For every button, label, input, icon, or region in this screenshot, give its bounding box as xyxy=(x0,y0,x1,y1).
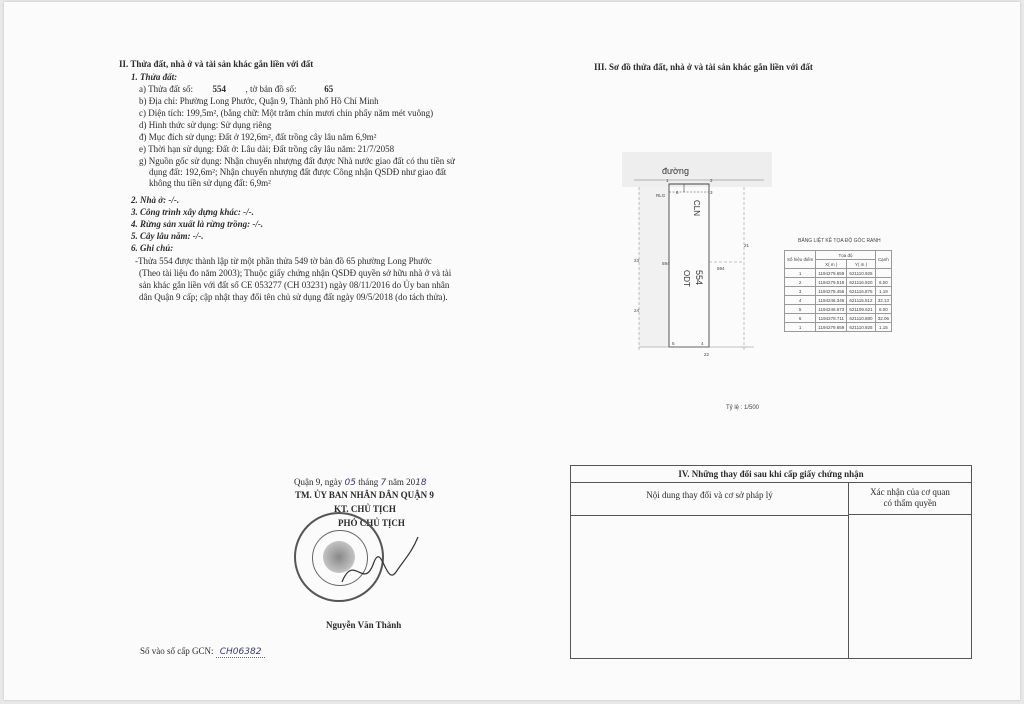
map-sheet-number: 65 xyxy=(324,84,334,94)
note-line-1: -Thửa 554 được thành lập từ một phần thửa 549 tờ bản đồ 65 phường Long Phước xyxy=(135,256,432,266)
usage-purpose-line: đ) Mục đích sử dụng: Đất ở 192,6m², đất trồng cây lâu năm 6,9m² xyxy=(139,132,377,142)
forest-heading: 4. Rừng sản xuất là rừng trồng: -/-. xyxy=(131,219,264,229)
registry-number-value: CH06382 xyxy=(216,647,266,658)
table-row: 6 1194278.711 621110.880 32.06 xyxy=(785,314,892,323)
neighbor-label-24: 24 xyxy=(634,308,640,313)
rlg-label: RLG xyxy=(656,193,666,198)
changes-table xyxy=(570,465,972,659)
note-line-4: dân Quận 9 cấp; cập nhật thay đổi tên chủ sử dụng đất ngày 09/5/2018 (do tách thửa). xyxy=(139,292,448,302)
plot-diagram xyxy=(604,142,784,372)
plot-number: 554 xyxy=(212,84,226,94)
parcel-number-label: 554 xyxy=(694,270,704,286)
neighbor-label-23: 23 xyxy=(634,258,640,263)
cln-label: CLN xyxy=(692,200,701,217)
usage-form-line: d) Hình thức sử dụng: Sử dụng riêng xyxy=(139,120,272,130)
parcel-odt-label: ODT xyxy=(682,270,691,287)
neighbor-area-left xyxy=(639,187,669,347)
registry-number: Số vào sổ cấp GCN: CH06382 xyxy=(140,646,265,658)
signature-icon xyxy=(334,532,424,602)
changes-col-confirm: Xác nhận của cơ quan có thẩm quyền xyxy=(849,483,971,515)
issue-day: 05 xyxy=(344,478,356,488)
issue-month: 7 xyxy=(380,478,387,488)
road-label: đường xyxy=(662,166,689,176)
authority-title: TM. ỦY BAN NHÂN DÂN QUẬN 9 xyxy=(295,490,434,500)
land-plot-heading: 1. Thửa đất: xyxy=(131,72,178,82)
table-row: 1 1194279.659 621110.925 xyxy=(785,269,892,278)
parcel-outline xyxy=(669,184,709,347)
neighbor-label-594-right: 594 xyxy=(717,266,725,271)
note-line-3: sản khác gắn liền với đất số CE 053277 (CH 03231) ngày 08/11/2016 do Ủy ban nhân xyxy=(139,280,450,290)
point-label-3: 3 xyxy=(710,190,713,195)
section-iii-title: III. Sơ đồ thửa đất, nhà ở và tài sản khác gắn liền với đất xyxy=(594,62,813,72)
vice-chairman: PHÓ CHỦ TỊCH xyxy=(338,518,405,528)
address-line: b) Địa chỉ: Phường Long Phước, Quận 9, Thành phố Hồ Chí Minh xyxy=(139,96,379,106)
header-x: X( m ) xyxy=(816,260,847,269)
point-label-4: 4 xyxy=(701,341,704,346)
issue-year: 18 xyxy=(415,478,427,488)
certificate-page xyxy=(4,2,1020,700)
point-label-6: 6 xyxy=(676,190,679,195)
origin-line-2: dụng đất: 192,6m²; Nhận chuyển nhượng đất được Công nhận QSDĐ như giao đất xyxy=(149,167,447,177)
changes-col-content: Nội dung thay đổi và cơ sở pháp lý xyxy=(571,483,849,516)
notes-heading: 6. Ghi chú: xyxy=(131,243,174,253)
note-line-2: (Theo tài liệu đo năm 2003); Thuộc giấy chứng nhận QSDĐ quyền sở hữu nhà ở và tài xyxy=(139,268,452,278)
origin-line-1: g) Nguồn gốc sử dụng: Nhận chuyển nhượng đất được Nhà nước giao đất có thu tiền sử xyxy=(139,156,455,166)
header-edge: Cạnh xyxy=(875,251,891,269)
header-point: Số hiệu điểm xyxy=(785,251,816,269)
perennial-heading: 5. Cây lâu năm: -/-. xyxy=(131,231,204,241)
origin-line-3: không thu tiền sử dụng đất: 6,9m² xyxy=(149,178,271,188)
signer-name: Nguyễn Văn Thành xyxy=(326,620,402,630)
table-row: 4 1194246.346 621115.512 32.13 xyxy=(785,296,892,305)
road-area xyxy=(622,152,772,187)
area-line: c) Diện tích: 199,5m², (bằng chữ: Một trăm chín mươi chín phẩy năm mét vuông) xyxy=(139,108,434,118)
coord-table-header xyxy=(785,251,892,260)
header-coord: Tọa độ xyxy=(816,251,875,260)
neighbor-label-21: 21 xyxy=(744,243,750,248)
issue-date: Quận 9, ngày 05 tháng 7 năm 2018 xyxy=(294,477,427,488)
construction-heading: 3. Công trình xây dựng khác: -/-. xyxy=(131,207,254,217)
section-ii-title: II. Thửa đất, nhà ở và tài sản khác gắn liền với đất xyxy=(119,59,314,69)
table-row: 1 1194279.659 621110.925 1.15 xyxy=(785,323,892,332)
kt-chairman: KT. CHỦ TỊCH xyxy=(334,504,396,514)
table-row: 3 1194278.456 621116.875 1.19 xyxy=(785,287,892,296)
scale-label: Tỷ lệ : 1/500 xyxy=(726,405,760,411)
point-label-1: 1 xyxy=(666,178,669,183)
neighbor-label-22: 22 xyxy=(704,352,710,357)
changes-title: IV. Những thay đổi sau khi cấp giấy chứng nhận xyxy=(571,466,971,483)
coord-table-title: BẢNG LIỆT KÊ TỌA ĐỘ GÓC RANH xyxy=(798,238,881,244)
house-heading: 2. Nhà ở: -/-. xyxy=(131,195,180,205)
usage-term-line: e) Thời hạn sử dụng: Đất ở: Lâu dài; Đất trồng cây lâu năm: 21/7/2058 xyxy=(139,144,395,154)
plot-number-line: a) Thửa đất số: 554 , tờ bản đồ số: 65 xyxy=(139,84,359,95)
point-label-2: 2 xyxy=(710,178,713,183)
header-y: Y( m ) xyxy=(847,260,875,269)
coord-table xyxy=(784,250,892,332)
point-label-5: 5 xyxy=(672,341,675,346)
table-row: 5 1194246.673 621109.621 6.00 xyxy=(785,305,892,314)
neighbor-label-594-left: 594 xyxy=(662,261,670,266)
table-row: 2 1194279.518 621116.920 6.00 xyxy=(785,278,892,287)
